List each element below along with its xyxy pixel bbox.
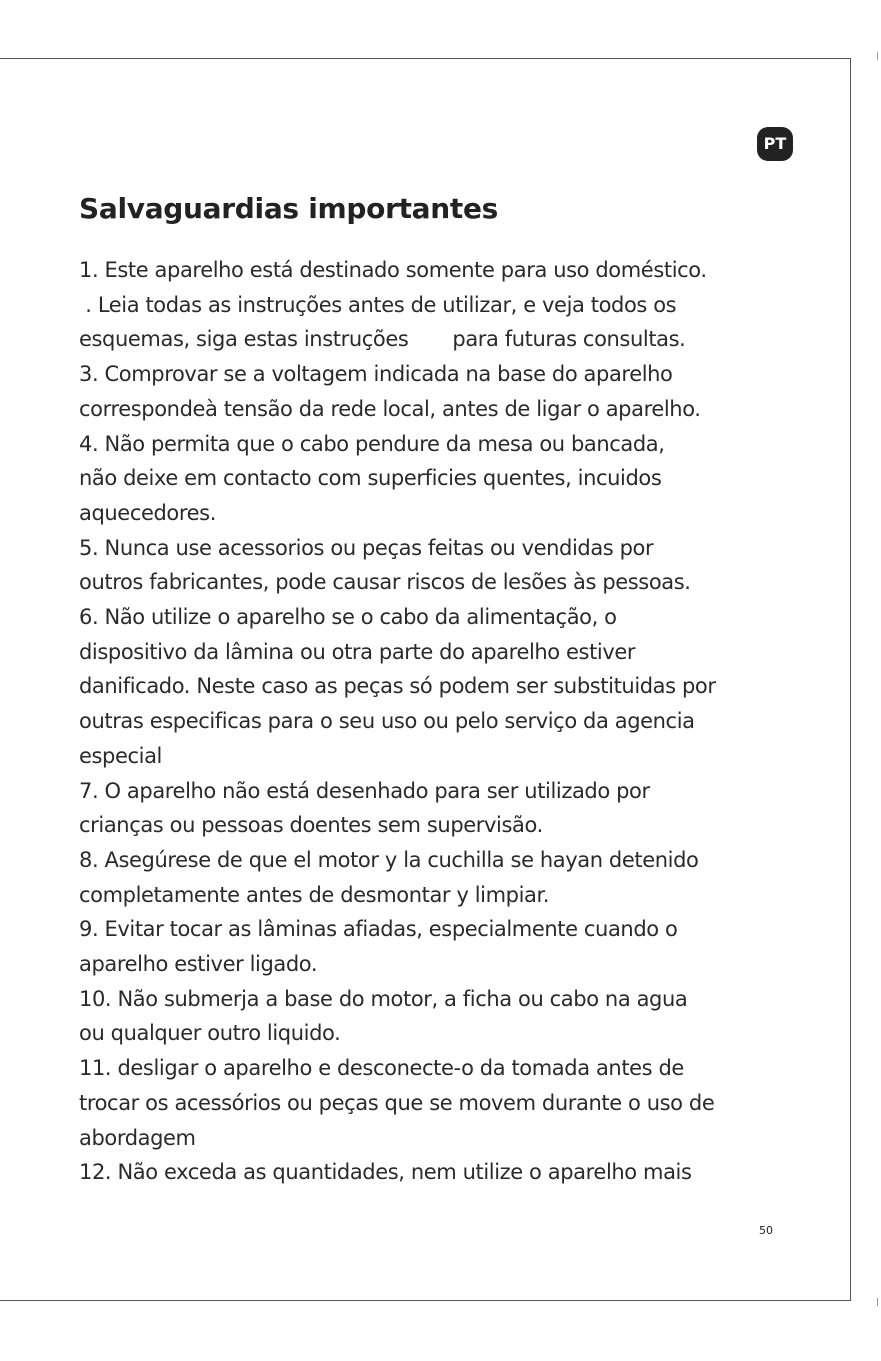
text-line: 5. Nunca use acessorios ou peças feitas ou vendidas por bbox=[79, 535, 654, 560]
text-line: completamente antes de desmontar y limpiar. bbox=[79, 882, 550, 907]
text-line: não deixe em contacto com superficies quentes, incuidos bbox=[79, 466, 662, 491]
text-line: trocar os acessórios ou peças que se movem durante o uso de bbox=[79, 1090, 715, 1115]
text-line: abordagem bbox=[79, 1125, 196, 1150]
page-border-right bbox=[850, 58, 851, 1300]
text-line: outras especificas para o seu uso ou pelo serviço da agencia bbox=[79, 709, 695, 734]
text-line: 1. Este aparelho está destinado somente para uso doméstico. bbox=[79, 258, 707, 282]
text-line: dispositivo da lâmina ou otra parte do aparelho estiver bbox=[79, 639, 636, 664]
text-line: aquecedores. bbox=[79, 500, 216, 525]
text-line: 12. Não exceda as quantidades, nem utilize o aparelho mais bbox=[79, 1160, 692, 1185]
text-line: danificado. Neste caso as peças só podem ser substituidas por bbox=[79, 674, 716, 699]
text-line: ou qualquer outro liquido. bbox=[79, 1021, 341, 1046]
page-number: 50 bbox=[759, 1224, 773, 1237]
language-badge: PT bbox=[757, 127, 793, 161]
text-segment: esquemas, siga estas instruções bbox=[79, 327, 409, 352]
text-line: especial bbox=[79, 743, 162, 768]
text-line: correspondeà tensão da rede local, antes de ligar o aparelho. bbox=[79, 396, 701, 421]
page-border-top bbox=[0, 58, 851, 59]
text-line: 10. Não submerja a base do motor, a ficha ou cabo na agua bbox=[79, 986, 688, 1011]
text-segment: para futuras consultas. bbox=[452, 327, 686, 352]
text-line: 7. O aparelho não está desenhado para ser utilizado por bbox=[79, 778, 650, 803]
text-line: . Leia todas as instruções antes de utilizar, e veja todos os bbox=[79, 292, 677, 317]
text-line: 3. Comprovar se a voltagem indicada na base do aparelho bbox=[79, 362, 673, 387]
text-line: 4. Não permita que o cabo pendure da mesa ou bancada, bbox=[79, 431, 665, 456]
text-line bbox=[79, 322, 779, 357]
safeguards-list bbox=[79, 253, 779, 1190]
crop-mark bbox=[877, 52, 878, 60]
text-line: 9. Evitar tocar as lâminas afiadas, especialmente cuando o bbox=[79, 917, 678, 942]
page-border-bottom bbox=[0, 1300, 851, 1301]
text-line: crianças ou pessoas doentes sem supervisão. bbox=[79, 813, 543, 838]
text-line: 8. Asegúrese de que el motor y la cuchilla se hayan detenido bbox=[79, 847, 699, 872]
page-title: Salvaguardias importantes bbox=[79, 192, 499, 225]
text-line: outros fabricantes, pode causar riscos de lesões às pessoas. bbox=[79, 570, 691, 595]
text-line: 11. desligar o aparelho e desconecte-o da tomada antes de bbox=[79, 1056, 684, 1081]
text-line: 6. Não utilize o aparelho se o cabo da alimentação, o bbox=[79, 605, 617, 630]
crop-mark bbox=[877, 1298, 878, 1306]
text-line: aparelho estiver ligado. bbox=[79, 952, 318, 977]
